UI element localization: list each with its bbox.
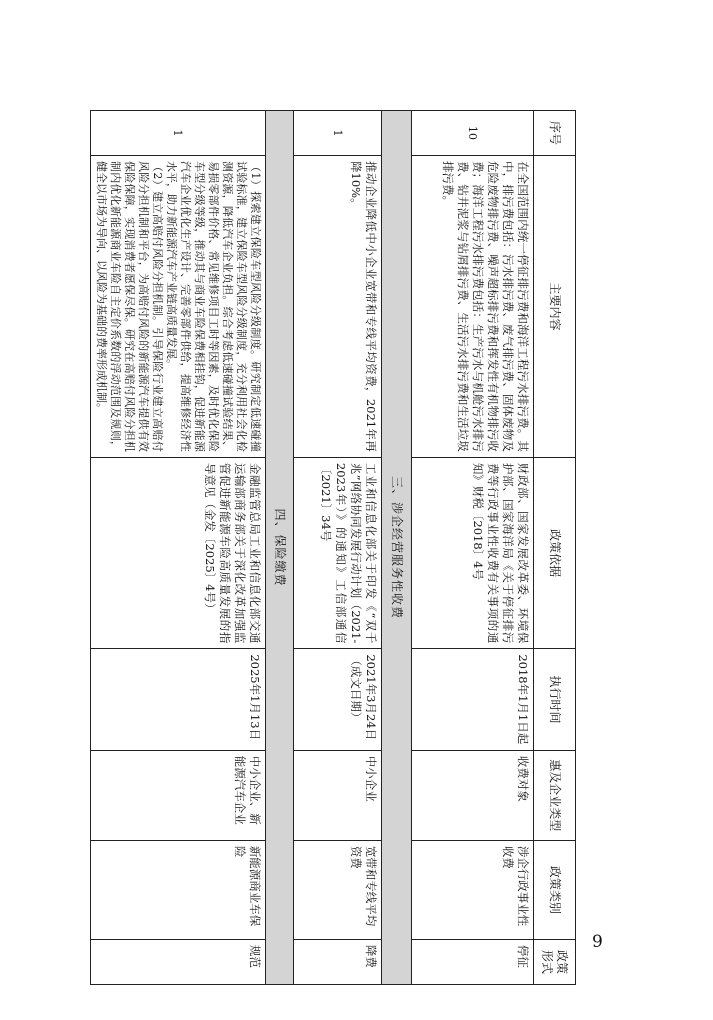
row-target: 中小企业 <box>294 750 382 840</box>
row-time: 2021年3月24日（成文日期） <box>294 649 382 750</box>
row-target: 中小企业、新能源汽车企业 <box>91 750 266 840</box>
row-basis: 工业和信息化部关于印发《“双千兆”网络协同发展行动计划（2021-2023年）》的通知》工信部通信〔2021〕34号 <box>294 457 382 648</box>
row-category: 涉企行政事业性收费 <box>412 840 534 939</box>
section-row <box>382 111 412 985</box>
header-form: 政策形式 <box>534 939 576 984</box>
section-title: 三、涉企经营服务性收费 <box>382 111 412 985</box>
row-target: 收费对象 <box>412 750 534 840</box>
section-title: 四、保险缴费 <box>266 111 294 985</box>
row-form: 规范 <box>91 939 266 984</box>
policy-table <box>90 110 576 985</box>
row-content: （1）探索建立保险车型风险分级制度。研究制定低速碰撞试验标准，建立保险车型风险分级制度，充分利用社会化检测资源，降低汽车企业负担。综合考虑低速碰撞试验结果、易损零部件价格、常见维修项目工时等因素，及时优化保险车型分级等级，推动其与商业车险保费相挂钩，促进新能源汽车企业优化生产设计、完善零部件供给，提高维修经济性水平，助力新能源汽车产业链高质量发展。 （2）建立高赔付风险分担机制。引导保险行业建立高赔付风险分担机制和平台，为高赔付风险的新能源汽车提供有效保险保障，实现消费者愿保尽保。研究在高赔付风险分担机制内优化新能源商业车险自主定价系数的浮动范围及规则，健全以市场为导向、以风险为基础的费率形成机制。 <box>91 156 266 458</box>
header-seq: 序号 <box>534 111 576 156</box>
header-category: 政策类别 <box>534 840 576 939</box>
row-seq: 1 <box>91 111 266 156</box>
row-content: 在全国范围内统一停征排污费和海洋工程污水排污费。其中，排污费包括：污水排污费、废气排污费、固体废物及危险废物排污费、噪声超标排污费和挥发性有机物排污收费；海洋工程污水排污费包括：生产污水与机舱污水排污费、钻井泥浆与钻屑排污费、生活污水排污费和生活垃圾排污费。 <box>412 156 534 458</box>
row-content: 推动企业降低中小企业宽带和专线平均资费，2021年再降10%。 <box>294 156 382 458</box>
table-row <box>91 111 266 985</box>
header-time: 执行时间 <box>534 649 576 750</box>
section-row <box>266 111 294 985</box>
row-category: 新能源商业车保险 <box>91 840 266 939</box>
row-category: 宽带和专线平均资费 <box>294 840 382 939</box>
header-basis: 政策依据 <box>534 457 576 648</box>
row-seq: 10 <box>412 111 534 156</box>
table-row <box>412 111 534 985</box>
header-row <box>534 111 576 985</box>
header-target: 惠及企业类型 <box>534 750 576 840</box>
row-form: 停征 <box>412 939 534 984</box>
rotated-policy-table <box>94 110 576 985</box>
row-time: 2025年1月13日 <box>91 649 266 750</box>
header-content: 主要内容 <box>534 156 576 458</box>
row-basis: 财政部、国家发展改革委、环境保护部、国家海洋局《关于停征排污费等行政事业性收费有关事项的通知》财税〔2018〕4号 <box>412 457 534 648</box>
row-basis: 金融监管总局工业和信息化部交通运输部商务部关于深化改革加强监管促进新能源车险高质量发展的指导意见（金发〔2025〕4号） <box>91 457 266 648</box>
table-row <box>294 111 382 985</box>
row-form: 降费 <box>294 939 382 984</box>
page-number: 9 <box>592 932 603 952</box>
row-time: 2018年1月1日起 <box>412 649 534 750</box>
row-seq: 1 <box>294 111 382 156</box>
